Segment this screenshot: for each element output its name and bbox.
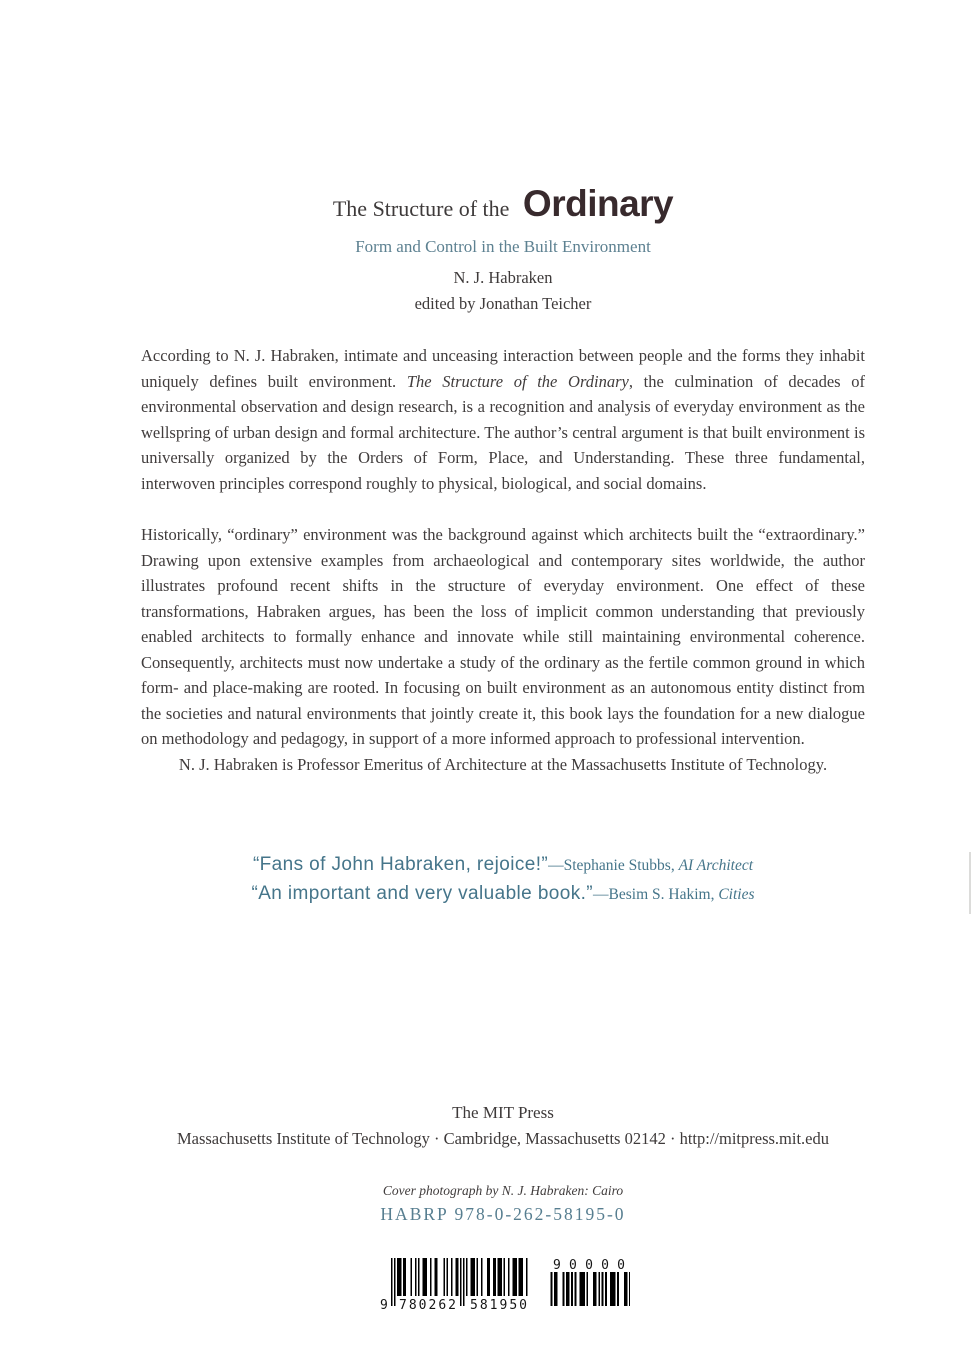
barcode-block xyxy=(141,1258,865,1311)
paragraph1-text-before: According to N. J. Habraken, intimate and unceasing interaction between people and the forms they inhabit uniquely defines built environment. xyxy=(141,346,865,391)
quote-1-attribution: —Stephanie Stubbs, xyxy=(548,857,679,874)
publisher-name: The MIT Press xyxy=(452,1103,554,1122)
author-name: N. J. Habraken xyxy=(453,268,553,287)
supplement-digits: 9 0 0 0 0 xyxy=(552,1258,625,1273)
barcode-lead-digit: 9 xyxy=(379,1298,388,1311)
paragraph1-book-title-italic: The Structure of the Ordinary xyxy=(406,371,629,391)
book-title xyxy=(141,183,865,225)
book-title-serif-part: The Structure of the xyxy=(332,196,510,221)
quote-2-source: Cities xyxy=(718,885,755,903)
ean13-barcode xyxy=(377,1258,535,1311)
quote-2-attribution: —Besim S. Hakim, xyxy=(593,885,719,903)
review-quote-1 xyxy=(141,851,865,880)
review-quote-2 xyxy=(141,880,865,909)
book-subtitle: Form and Control in the Built Environment xyxy=(355,237,651,256)
ean5-supplement-barcode xyxy=(548,1258,630,1311)
description-paragraph-1 xyxy=(141,343,865,496)
quote-2-text: “An important and very valuable book.” xyxy=(251,882,594,904)
editor-credit: edited by Jonathan Teicher xyxy=(414,294,592,313)
barcode-right-digits: 581950 xyxy=(469,1298,527,1311)
description-paragraph-2: Historically, “ordinary” environment was the background against which architects built the “extraordinary.” Drawing upon extensive examples from archaeological and contemporary sites worldwide, the author illustrates profound recent shifts in the structure of everyday environment. One effect of these transformations, Habraken argues, has been the loss of implicit common understanding that previously enabled architects to formally enhance and innovate while still maintaining environmental coherence. Consequently, architects must now undertake a study of the ordinary as the fertile common ground in which form- and place-making are rooted. In focusing on built environment as an autonomous entity distinct from the societies and natural environments that jointly create it, this book lays the foundation for a new dialogue on methodology and pedagogy, in support of a more informed approach to professional intervention. xyxy=(141,525,865,748)
cover-photo-credit: Cover photograph by N. J. Habraken: Cairo xyxy=(382,1183,624,1198)
review-quotes xyxy=(141,851,865,908)
content-column xyxy=(141,0,865,1360)
author-bio-line: N. J. Habraken is Professor Emeritus of Architecture at the Massachusetts Institute of Technology. xyxy=(178,755,828,774)
paragraph1-text-after: , the culmination of decades of environmental observation and design research, is a recognition and analysis of everyday environment as the wellspring of urban design and formal architecture. The author’s central argument is that built environment is universally organized by the Orders of Form, Place, and Understanding. These three fundamental, interwoven principles correspond roughly to physical, biological, and social domains. xyxy=(141,371,865,493)
quote-1-text: “Fans of John Habraken, rejoice!” xyxy=(252,854,549,875)
publisher-address: Massachusetts Institute of Technology · Cambridge, Massachusetts 02142 · http://mitpress.mit.edu xyxy=(176,1129,830,1148)
isbn-text-line: HABRP 978-0-262-58195-0 xyxy=(380,1204,626,1224)
book-title-sans-part: Ordinary xyxy=(522,183,674,224)
barcode-left-digits: 780262 xyxy=(398,1298,456,1311)
quote-1-source: AI Architect xyxy=(678,857,754,874)
